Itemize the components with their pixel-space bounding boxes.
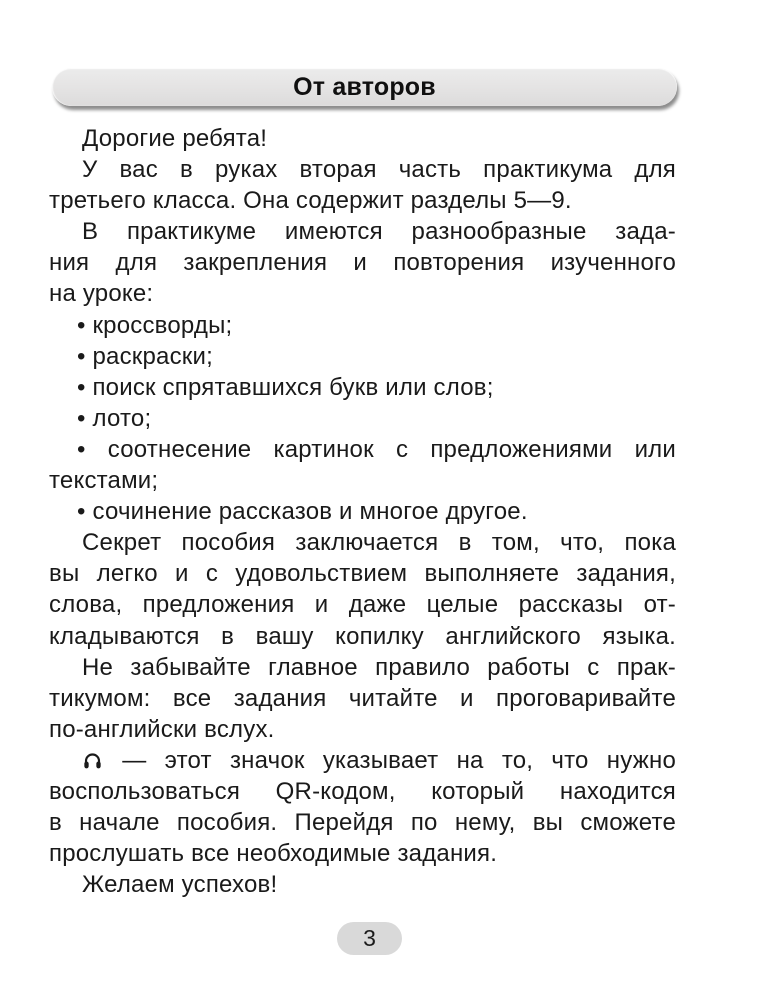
text-line: Дорогие ребята! [82,125,268,152]
page-number: 3 [363,925,376,951]
text-line: текстами; [49,467,159,495]
text-line: • кроссворды; [77,311,233,339]
text-line: Желаем успехов! [82,871,278,899]
bullet-marker: • [77,373,86,401]
text-line: слова, предложения и даже целые рассказы от- [49,591,676,619]
text-line: • соотнесение картинок с предложениями или [77,435,676,463]
text-line: • раскраски; [77,342,213,370]
bullet-marker: • [77,404,86,432]
text-line: Не забывайте главное правило работы с прак- [82,653,676,681]
text-line: У вас в руках вторая часть практикума для [82,156,676,184]
text-line: по-английски вслух. [49,715,275,743]
text-line: вы легко и с удовольствием выполняете задания, [49,560,676,588]
section-title-pill [52,68,677,106]
text-line: прослушать все необходимые задания. [49,840,498,868]
text-line: воспользоваться QR-кодом, который находится [49,777,676,805]
text-line: — этот значок указывает на то, что нужно [49,745,676,776]
text-line: ния для закрепления и повторения изученного [49,249,676,277]
text-line: в начале пособия. Перейдя по нему, вы сможете [49,809,676,837]
text-line: третьего класса. Она содержит разделы 5—9. [49,187,572,215]
text-line: • сочинение рассказов и многое другое. [77,498,528,526]
bullet-marker: • [77,498,86,526]
headphones-icon [82,751,103,771]
text-line: • поиск спрятавшихся букв или слов; [77,373,494,401]
text-line: кладываются в вашу копилку английского языка. [49,622,676,650]
bullet-marker: • [77,342,86,370]
page-number-pill [337,922,402,955]
bullet-marker: • [77,311,86,339]
body-text [49,123,676,900]
page-title: От авторов [293,72,436,101]
text-line: Секрет пособия заключается в том, что, пока [82,529,676,557]
text-line: на уроке: [49,280,154,308]
text-line: В практикуме имеются разнообразные зада- [82,218,676,246]
text-line: • лото; [77,404,152,432]
text-line: тикумом: все задания читайте и проговаривайте [49,684,676,712]
bullet-marker: • [77,435,86,463]
